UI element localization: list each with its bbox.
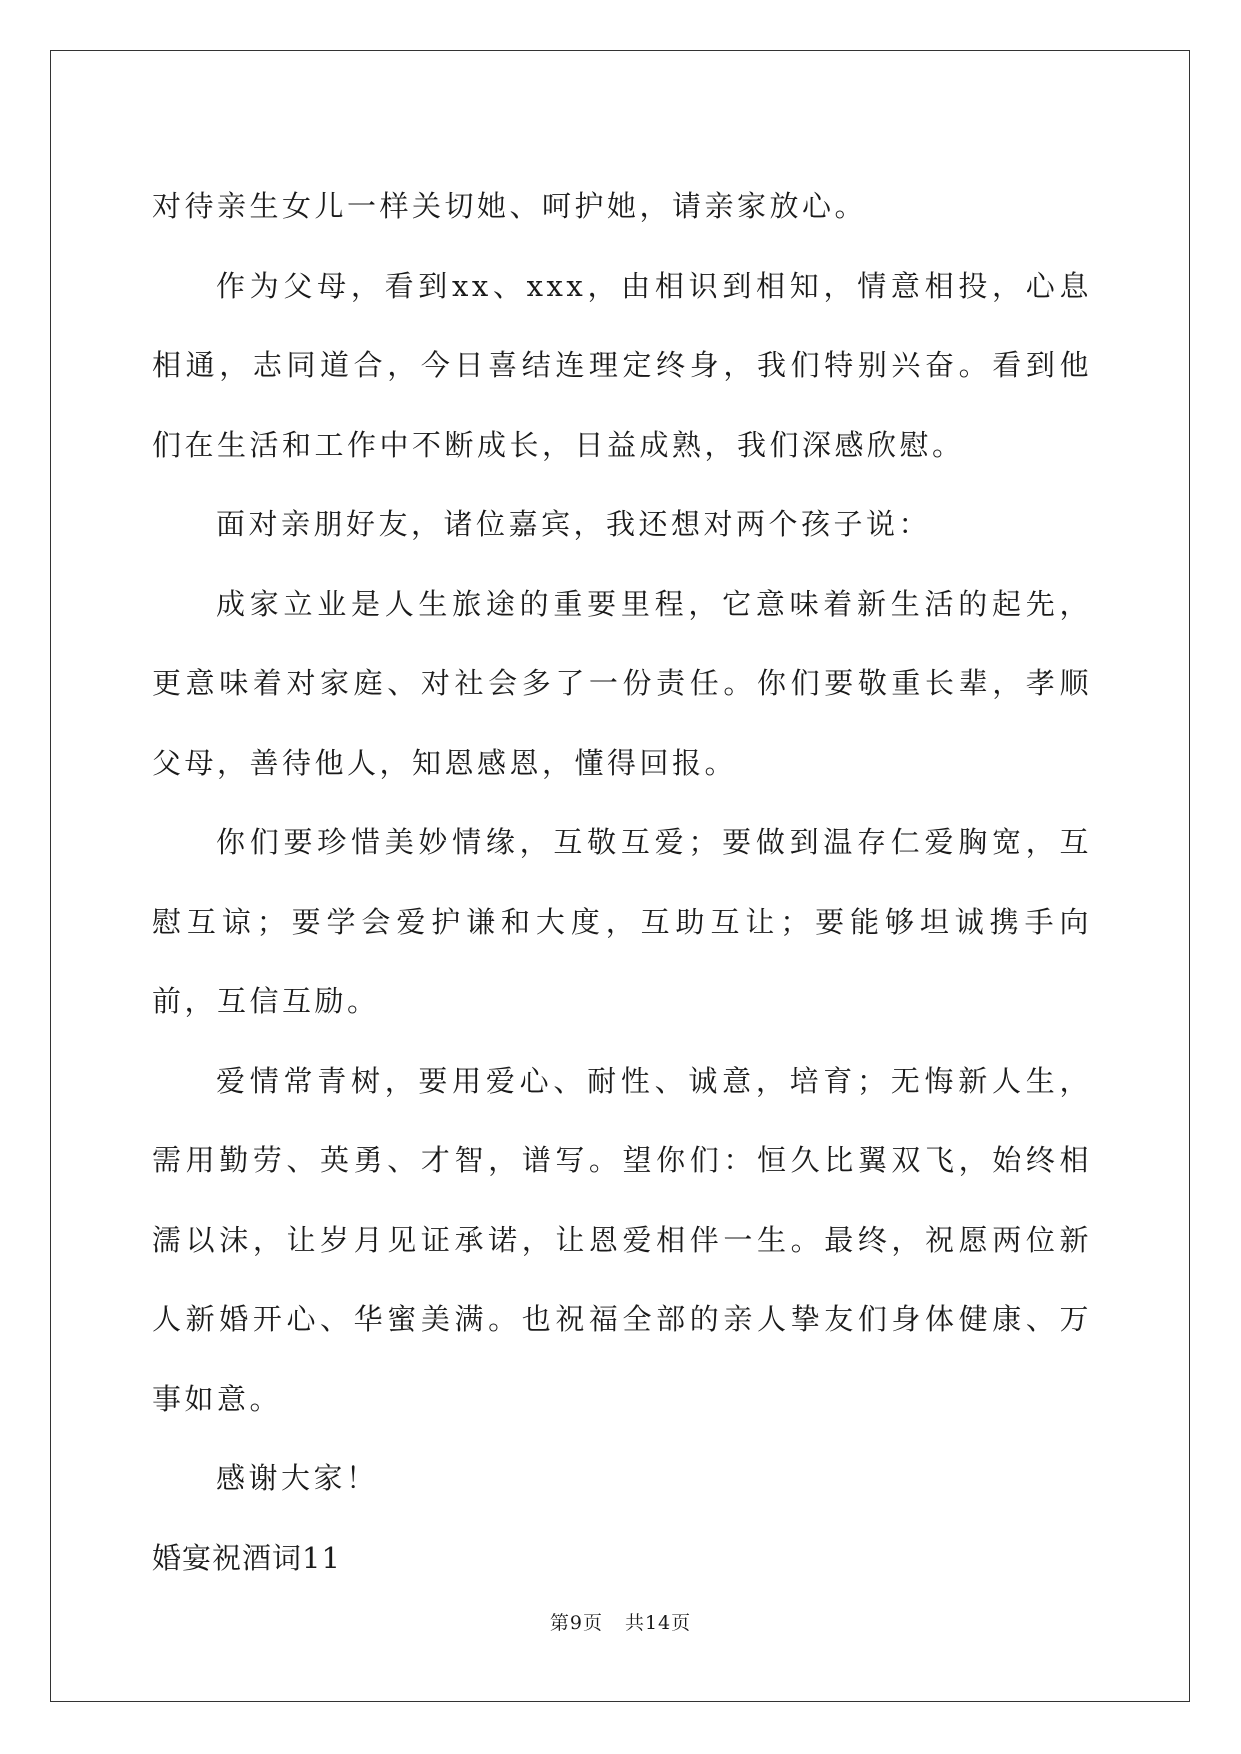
page-number: 第9页 [549, 1612, 603, 1634]
paragraph-blessing: 爱情常青树，要用爱心、耐性、诚意，培育；无悔新人生，需用勤劳、英勇、才智，谱写。望你们：恒久比翼双飞，始终相濡以沫，让岁月见证承诺，让恩爱相伴一生。最终，祝愿两位新人新婚开心、华蜜美满。也祝福全部的亲人挚友们身体健康、万事如意。 [152, 1063, 1092, 1416]
paragraph-family-responsibility: 成家立业是人生旅途的重要里程，它意味着新生活的起先，更意味着对家庭、对社会多了一份责任。你们要敬重长辈，孝顺父母，善待他人，知恩感恩，懂得回报。 [152, 586, 1092, 780]
paragraph-cherish-love: 你们要珍惜美妙情缘，互敬互爱；要做到温存仁爱胸宽，互慰互谅；要学会爱护谦和大度，互助互让；要能够坦诚携手向前，互信互励。 [152, 825, 1092, 1018]
page-footer [0, 1608, 1241, 1635]
paragraph-address-guests: 面对亲朋好友，诸位嘉宾，我还想对两个孩子说： [216, 507, 932, 541]
document-body [152, 167, 1092, 1598]
page-total: 共14页 [624, 1612, 692, 1634]
paragraph-thanks: 感谢大家！ [216, 1461, 379, 1495]
paragraph-continuation: 对待亲生女儿一样关切她、呵护她，请亲家放心。 [152, 189, 868, 223]
section-heading: 婚宴祝酒词11 [152, 1540, 341, 1575]
paragraph-parents-view: 作为父母，看到xx、xxx，由相识到相知，情意相投，心息相通，志同道合，今日喜结连理定终身，我们特别兴奋。看到他们在生活和工作中不断成长，日益成熟，我们深感欣慰。 [152, 268, 1092, 462]
